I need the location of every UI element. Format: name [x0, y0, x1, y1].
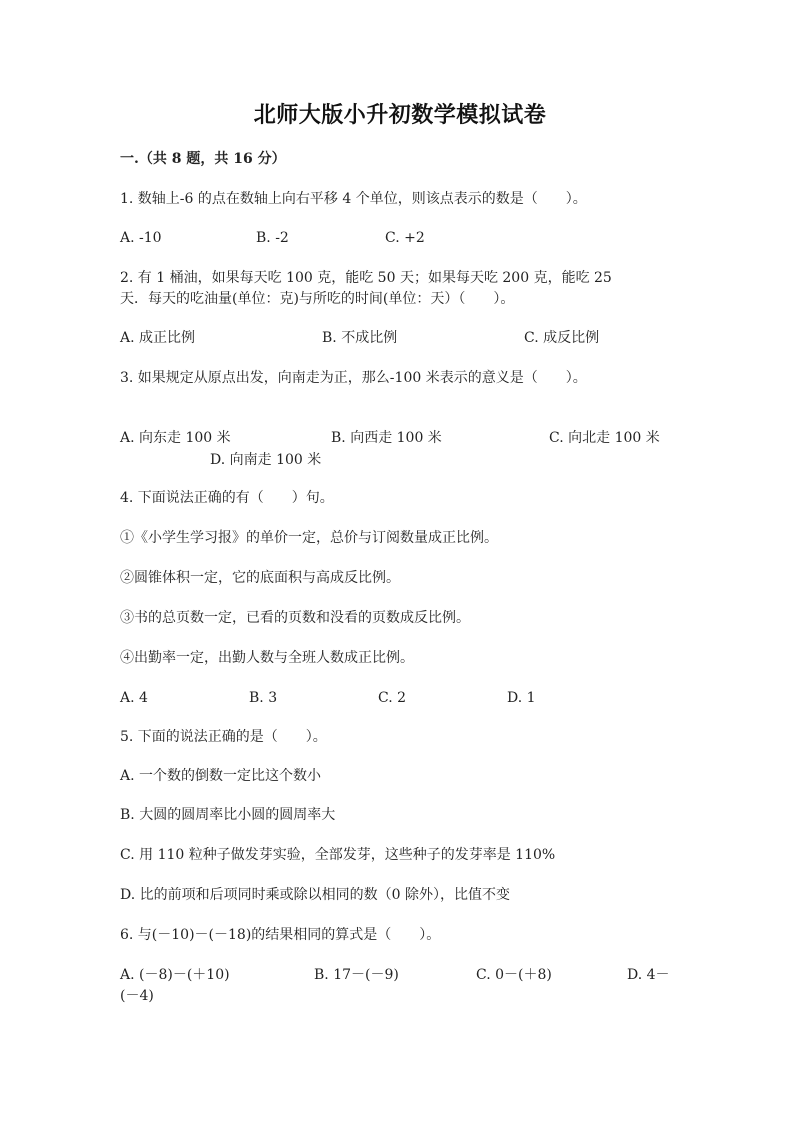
- question-3-option-a: A. 向东走 100 米: [120, 430, 231, 446]
- question-2-stem-line-2: 天．每天的吃油量(单位：克)与所吃的时间(单位：天）（ ）。: [120, 291, 515, 307]
- question-4-option-b: B. 3: [249, 690, 278, 706]
- question-6-option-a: A. (－8)－(＋10): [120, 967, 230, 983]
- question-4-stem: 4. 下面说法正确的有（ ）句。: [120, 490, 334, 506]
- question-3-option-c: C. 向北走 100 米: [549, 430, 660, 446]
- question-2-stem-line-1: 2. 有 1 桶油，如果每天吃 100 克，能吃 50 天；如果每天吃 200 克，能吃 25: [120, 270, 612, 286]
- question-6-option-d-continued: (－4): [120, 988, 154, 1004]
- question-6-option-c: C. 0－(＋8): [476, 967, 552, 983]
- question-5-option-d: D. 比的前项和后项同时乘或除以相同的数（0 除外），比值不变: [120, 887, 510, 903]
- question-5-option-c: C. 用 110 粒种子做发芽实验，全部发芽，这些种子的发芽率是 110%: [120, 847, 556, 863]
- question-2-option-c: C. 成反比例: [524, 330, 600, 346]
- question-5-stem: 5. 下面的说法正确的是（ ）。: [120, 729, 327, 745]
- question-1-option-a: A. -10: [120, 230, 162, 246]
- question-4-statement-2: ②圆锥体积一定，它的底面积与高成反比例。: [120, 570, 400, 586]
- question-3-option-d: D. 向南走 100 米: [210, 452, 322, 468]
- question-6-stem: 6. 与(－10)－(－18)的结果相同的算式是（ ）。: [120, 927, 441, 943]
- question-6-option-b: B. 17－(－9): [314, 967, 399, 983]
- question-2-option-b: B. 不成比例: [322, 330, 398, 346]
- question-4-statement-1: ①《小学生学习报》的单价一定，总价与订阅数量成正比例。: [120, 530, 498, 546]
- question-2-option-a: A. 成正比例: [120, 330, 196, 346]
- question-4-statement-4: ④出勤率一定，出勤人数与全班人数成正比例。: [120, 650, 414, 666]
- question-4-statement-3: ③书的总页数一定，已看的页数和没看的页数成反比例。: [120, 610, 470, 626]
- question-5-option-b: B. 大圆的圆周率比小圆的圆周率大: [120, 807, 336, 823]
- question-4-option-c: C. 2: [378, 690, 407, 706]
- question-1-stem: 1. 数轴上-6 的点在数轴上向右平移 4 个单位，则该点表示的数是（ ）。: [120, 191, 587, 207]
- question-4-option-d: D. 1: [507, 690, 536, 706]
- section-heading: 一.（共 8 题，共 16 分）: [120, 151, 286, 167]
- question-3-option-b: B. 向西走 100 米: [331, 430, 442, 446]
- question-6-option-d: D. 4－: [627, 967, 670, 983]
- question-5-option-a: A. 一个数的倒数一定比这个数小: [120, 768, 322, 784]
- question-1-option-c: C. +2: [385, 230, 425, 246]
- question-4-option-a: A. 4: [120, 690, 148, 706]
- question-1-option-b: B. -2: [256, 230, 289, 246]
- question-3-stem: 3. 如果规定从原点出发，向南走为正，那么-100 米表示的意义是（ ）。: [120, 370, 587, 386]
- page-title: 北师大版小升初数学模拟试卷: [253, 102, 547, 128]
